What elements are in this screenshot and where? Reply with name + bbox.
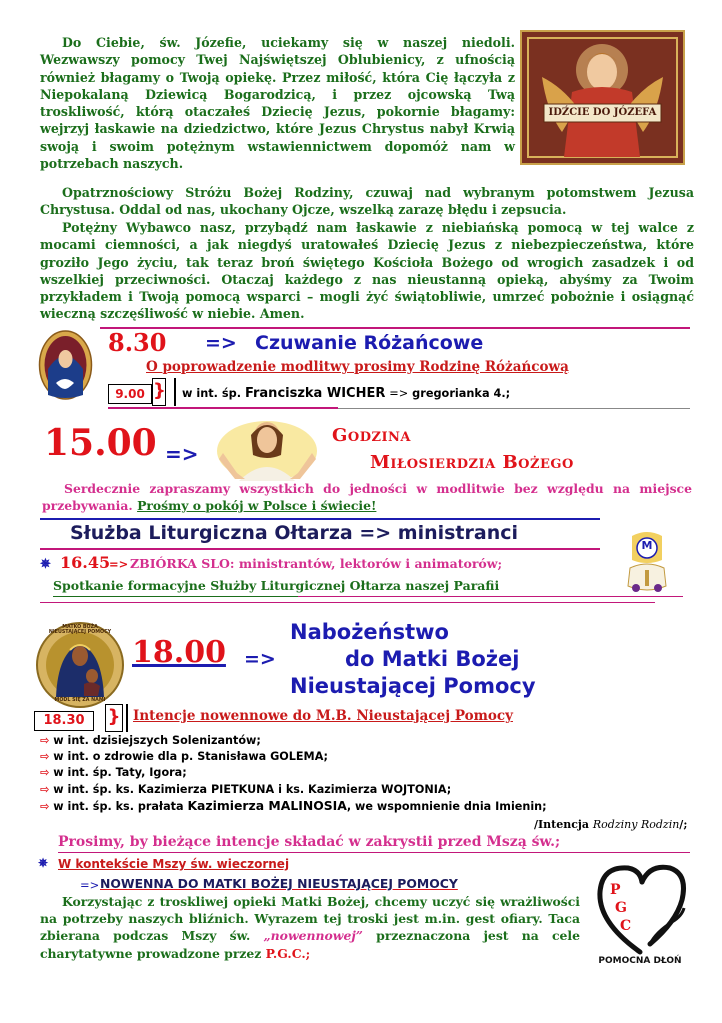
altar-title: Służba Liturgiczna Ołtarza => ministranci bbox=[70, 522, 519, 544]
mercy-invitation-text: Serdecznie zapraszamy wszystkich do jedności w modlitwie bez względu na miejsce przebywania. bbox=[42, 481, 692, 513]
list-item bbox=[40, 765, 700, 781]
underline-request bbox=[58, 852, 690, 853]
rosary-title: Czuwanie Różańcowe bbox=[255, 332, 484, 354]
pgc-letter-g: G bbox=[615, 900, 627, 916]
pgc-letter-c: C bbox=[620, 918, 632, 934]
novena-title-line1: Nabożeństwo bbox=[290, 620, 449, 644]
family-note-prefix: /Intencja bbox=[534, 818, 590, 831]
logo-letter: M bbox=[641, 539, 653, 552]
altar-meeting-text: ZBIÓRKA SLO: ministrantów, lektorów i animatorów; bbox=[130, 556, 503, 571]
mercy-time: 15.00 bbox=[44, 422, 157, 464]
saint-joseph-picture bbox=[520, 30, 685, 165]
list-item bbox=[40, 733, 700, 749]
pgc-helping-hand-logo bbox=[590, 860, 690, 970]
pgc-letter-p: P bbox=[610, 882, 621, 898]
list-arrow-icon: ⇨ bbox=[40, 750, 50, 764]
picture-caption: IDŹCIE DO JÓZEFA bbox=[548, 107, 657, 118]
intention-text: w int. śp. ks. Kazimierza PIETKUNA i ks. Kazimierza WOJTONIA; bbox=[53, 782, 452, 796]
rosary-arrow: => bbox=[205, 332, 237, 354]
altar-servers-logo bbox=[622, 530, 672, 596]
underline-magenta bbox=[298, 596, 683, 597]
madonna-icon bbox=[38, 329, 93, 401]
evening-mass-context: W kontekście Mszy św. wieczornej bbox=[58, 857, 290, 871]
vertical-bar bbox=[174, 378, 176, 406]
rosary-subtitle: O poprowadzenie modlitwy prosimy Rodzinę Różańcową bbox=[146, 359, 569, 375]
novena-mass-time: 18.30 bbox=[34, 711, 94, 731]
mercy-invitation bbox=[42, 480, 692, 514]
icon-bottom-text: MÓDL SIĘ ZA NAMI bbox=[54, 698, 106, 703]
intention-text-suffix: , we wspomnienie dnia Imienin; bbox=[346, 799, 547, 813]
charity-text-part2: przeznaczona jest na cele charytatywne prowadzone przez bbox=[40, 928, 580, 961]
intention-suffix: gregorianka 4.; bbox=[412, 387, 511, 400]
mercy-arrow: => bbox=[165, 442, 199, 466]
family-note bbox=[534, 818, 687, 831]
intention-name: Franciszka WICHER bbox=[244, 386, 386, 401]
novena-title-line2: do Matki Bożej bbox=[345, 647, 520, 671]
intentions-request-text: Prosimy, by bieżące intencje składać w zakrystii przed Mszą św.; bbox=[58, 834, 561, 850]
novena-title-line3: Nieustającej Pomocy bbox=[290, 674, 536, 698]
altar-meeting-arrow: => bbox=[109, 557, 129, 571]
prayer-text-block bbox=[40, 34, 515, 172]
rosary-time: 8.30 bbox=[108, 328, 167, 357]
brace-symbol-2: } bbox=[107, 706, 121, 727]
jesus-image bbox=[215, 413, 320, 481]
family-note-suffix: /; bbox=[679, 818, 688, 831]
novena-arrow: => bbox=[244, 648, 276, 670]
divider-line-short bbox=[108, 407, 338, 409]
underline bbox=[53, 596, 298, 597]
our-lady-icon bbox=[36, 622, 124, 708]
altar-formation-text: Spotkanie formacyjne Służby Liturgicznej Ołtarza naszej Parafii bbox=[53, 578, 500, 593]
novena-arrow-small: => bbox=[80, 878, 100, 892]
intention-arrow: => bbox=[389, 387, 409, 400]
altar-meeting-time: 16.45 bbox=[60, 553, 111, 572]
mercy-title-line1: Godzina bbox=[332, 425, 412, 446]
intentions-title: Intencje nowennowe do M.B. Nieustającej Pomocy bbox=[133, 708, 513, 724]
intentions-list bbox=[40, 733, 700, 815]
divider-line-magenta bbox=[40, 548, 600, 550]
rosary-mass-intention bbox=[182, 386, 510, 401]
mercy-peace-text: Prośmy o pokój w Polsce i świecie! bbox=[137, 498, 377, 513]
altar-bullet: ✵ bbox=[40, 557, 51, 572]
list-item bbox=[40, 798, 700, 815]
pgc-caption: POMOCNA DŁOŃ bbox=[598, 956, 682, 966]
charity-text-pgc: P.G.C.; bbox=[265, 945, 311, 961]
divider-line-magenta-2 bbox=[40, 602, 655, 603]
vertical-bar-2 bbox=[126, 704, 128, 732]
icon-top-text: MATKO BOŻA NIEUSTAJĄCEJ POMOCY bbox=[48, 625, 112, 635]
prayer-paragraph-2: Opatrznościowy Stróżu Bożej Rodziny, czuwaj nad wybranym potomstwem Jezusa Chrystusa. Oddal od nas, ukochany Ojcze, wszelką zarazę błędu i zepsucia. bbox=[40, 185, 694, 218]
context-bullet: ✵ bbox=[38, 856, 49, 870]
divider-line bbox=[100, 327, 690, 329]
intentions-request bbox=[58, 834, 560, 850]
novena-announcement: NOWENNA DO MATKI BOŻEJ NIEUSTAJĄCEJ POMOCY bbox=[100, 876, 458, 891]
charity-text-part1: Korzystając z troskliwej opieki Matki Bożej, chcemy uczyć się wrażliwości na potrzeby naszych bliźnich. Wyrazem tej troski jest m.in. gest ofiary. Taca zbierana podczas Mszy św. bbox=[40, 894, 580, 944]
list-arrow-icon: ⇨ bbox=[40, 766, 50, 780]
mercy-title-line2: Miłosierdzia Bożego bbox=[370, 452, 574, 473]
intention-text: w int. dzisiejszych Solenizantów; bbox=[53, 734, 261, 747]
brace-symbol: } bbox=[153, 380, 166, 401]
brace-box bbox=[152, 378, 166, 406]
intention-name: Kazimierza MALINOSIA bbox=[187, 797, 347, 813]
family-note-name: Rodziny Rodzin bbox=[592, 818, 680, 831]
novena-time: 18.00 bbox=[132, 635, 226, 670]
saint-joseph-illustration bbox=[522, 32, 683, 163]
divider-line-thin bbox=[338, 408, 690, 409]
intention-text: w int. o zdrowie dla p. Stanisława GOLEMA; bbox=[53, 750, 329, 764]
charity-text-novena: „nowennowej” bbox=[263, 928, 363, 944]
prayer-paragraph-1: Do Ciebie, św. Józefie, uciekamy się w naszej niedoli. Wezwawszy pomocy Twej Najświętszej Oblubienicy, z ufnością również błagamy o Twoją opiekę. Przez miłość, która Cię łączyła z Niepokalaną Dziewicą Bogarodzicą, i przez ojcowską Twą troskliwość, którą otaczałeś Dziecię Jezus, pokornie błagamy: wejrzyj łaskawie na dziedzictwo, które Jezus Chrystus nabył Krwią swoją i swoim potężnym wstawiennictwem dopomóż nam w potrzebach naszych. bbox=[40, 35, 515, 172]
intention-text: w int. śp. ks. prałata bbox=[53, 799, 184, 813]
prayer-paragraph-3: Potężny Wybawco nasz, przybądź nam łaskawie z niebiańską pomocą w tej walce z mocami ciemności, a jak niegdyś uratowałeś Dziecię Jezus z niebezpieczeństwa, które groziło Jego życiu, tak teraz broń świętego Kościoła Bożego od wrogich zasadzek i od wszelkiej przeciwności. Otaczaj każdego z nas nieustanną opieką, abyśmy za Twoim przykładem i Twoją pomocą wsparci – mogli żyć świątobliwie, umrzeć pobożnie i osiągnąć wieczną szczęśliwość w niebie. Amen. bbox=[40, 220, 694, 322]
intention-text: w int. śp. Taty, Igora; bbox=[53, 766, 187, 780]
list-item bbox=[40, 782, 700, 798]
list-arrow-icon: ⇨ bbox=[40, 782, 50, 796]
divider-line-blue bbox=[40, 518, 600, 520]
list-item bbox=[40, 749, 700, 765]
list-arrow-icon: ⇨ bbox=[40, 734, 50, 747]
charity-text bbox=[40, 893, 580, 962]
intention-prefix: w int. śp. bbox=[182, 387, 242, 400]
list-arrow-icon: ⇨ bbox=[40, 799, 50, 813]
rosary-mass-time: 9.00 bbox=[108, 384, 152, 404]
brace-box-2 bbox=[105, 704, 123, 732]
